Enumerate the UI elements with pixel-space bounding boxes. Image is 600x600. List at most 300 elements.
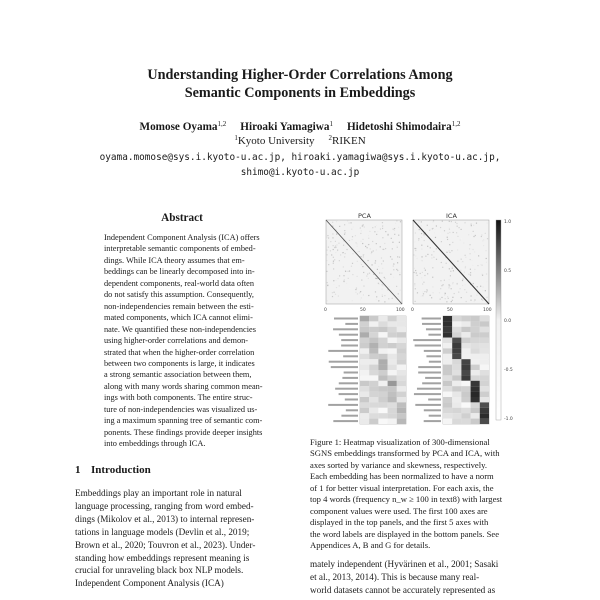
heatmap-cell bbox=[475, 235, 476, 236]
heatmap-cell bbox=[397, 270, 398, 271]
heatmap-cell bbox=[360, 291, 361, 292]
heatmap-cell bbox=[384, 278, 385, 279]
heatmap-cell bbox=[369, 375, 378, 380]
axis-tick: 50 bbox=[447, 308, 453, 313]
heatmap-cell bbox=[482, 300, 483, 301]
heatmap-cell bbox=[452, 300, 453, 301]
heatmap-cell bbox=[461, 259, 462, 260]
abstract-line: along with many words sharing common mean- bbox=[104, 381, 263, 391]
ica-label: ICA bbox=[446, 212, 457, 220]
heatmap-cell bbox=[443, 408, 452, 413]
heatmap-cell bbox=[451, 288, 452, 289]
heatmap-cell bbox=[392, 242, 393, 243]
heatmap-cell bbox=[466, 301, 467, 302]
heatmap-cell bbox=[443, 343, 452, 348]
body-text-line: language processing, ranging from word embed- bbox=[75, 500, 254, 511]
heatmap-cell bbox=[388, 338, 397, 343]
heatmap-cell bbox=[383, 249, 384, 250]
word-label-mark bbox=[418, 372, 441, 374]
heatmap-cell bbox=[452, 413, 461, 418]
heatmap-cell bbox=[333, 263, 334, 264]
heatmap-cell bbox=[449, 232, 450, 233]
heatmap-cell bbox=[460, 270, 461, 271]
heatmap-cell bbox=[363, 256, 364, 257]
heatmap-cell bbox=[471, 225, 472, 226]
heatmap-cell bbox=[369, 413, 378, 418]
heatmap-cell bbox=[384, 295, 385, 296]
heatmap-cell bbox=[461, 413, 470, 418]
heatmap-cell bbox=[462, 280, 463, 281]
heatmap-cell bbox=[426, 291, 427, 292]
heatmap-cell bbox=[360, 354, 369, 359]
heatmap-cell bbox=[462, 278, 463, 279]
heatmap-cell bbox=[415, 301, 416, 302]
word-label-mark bbox=[417, 388, 441, 390]
heatmap-cell bbox=[449, 221, 450, 222]
body-text-line: standing how embeddings represent meaning is bbox=[75, 552, 250, 563]
heatmap-cell bbox=[369, 359, 378, 364]
heatmap-cell bbox=[353, 226, 354, 227]
heatmap-cell bbox=[471, 365, 480, 370]
heatmap-cell bbox=[465, 255, 466, 256]
heatmap-cell bbox=[443, 354, 452, 359]
heatmap-cell bbox=[464, 289, 465, 290]
heatmap-cell bbox=[443, 402, 452, 407]
heatmap-cell bbox=[440, 233, 441, 234]
heatmap-cell bbox=[381, 248, 382, 249]
heatmap-cell bbox=[388, 343, 397, 348]
heatmap-cell bbox=[452, 419, 461, 424]
heatmap-cell bbox=[326, 271, 327, 272]
heatmap-cell bbox=[481, 234, 482, 235]
heatmap-cell bbox=[337, 278, 338, 279]
heatmap-cell bbox=[393, 264, 394, 265]
heatmap-cell bbox=[376, 299, 377, 300]
author-affil-sup: 1,2 bbox=[217, 120, 227, 128]
heatmap-cell bbox=[414, 268, 415, 269]
heatmap-cell bbox=[443, 338, 452, 343]
heatmap-cell bbox=[394, 228, 395, 229]
heatmap-cell bbox=[400, 221, 401, 222]
heatmap-cell bbox=[452, 283, 453, 284]
heatmap-cell bbox=[398, 296, 399, 297]
caption-line: component values were used. The first 100 axes are bbox=[310, 505, 488, 516]
heatmap-cell bbox=[461, 359, 470, 364]
body-text-line: Embeddings play an important role in natural bbox=[75, 488, 242, 498]
heatmap-cell bbox=[351, 229, 352, 230]
heatmap-cell bbox=[443, 316, 452, 321]
heatmap-cell bbox=[399, 274, 400, 275]
heatmap-cell bbox=[361, 264, 362, 265]
word-label-mark bbox=[422, 318, 441, 320]
heatmap-cell bbox=[397, 285, 398, 286]
word-label-mark bbox=[428, 399, 441, 401]
heatmap-cell bbox=[357, 293, 358, 294]
word-label-mark bbox=[339, 334, 358, 336]
heatmap-cell bbox=[336, 251, 337, 252]
heatmap-cell bbox=[456, 223, 457, 224]
heatmap-cell bbox=[415, 248, 416, 249]
word-label-mark bbox=[422, 323, 441, 325]
heatmap-cell bbox=[366, 247, 367, 248]
heatmap-cell bbox=[336, 247, 337, 248]
heatmap-cell bbox=[369, 386, 378, 391]
body-text-line: mately independent (Hyvärinen et al., 2001; Sasaki bbox=[310, 559, 499, 569]
heatmap-cell bbox=[380, 246, 381, 247]
heatmap-cell bbox=[359, 226, 360, 227]
heatmap-cell bbox=[356, 243, 357, 244]
heatmap-cell bbox=[445, 298, 446, 299]
heatmap-cell bbox=[397, 375, 406, 380]
heatmap-cell bbox=[335, 256, 336, 257]
word-label-mark bbox=[428, 334, 441, 336]
heatmap-cell bbox=[337, 250, 338, 251]
heatmap-cell bbox=[400, 290, 401, 291]
heatmap-cell bbox=[369, 392, 378, 397]
heatmap-cell bbox=[452, 316, 461, 321]
heatmap-cell bbox=[360, 241, 361, 242]
axis-tick: 100 bbox=[396, 308, 405, 313]
heatmap-cell bbox=[369, 343, 378, 348]
heatmap-cell bbox=[395, 223, 396, 224]
heatmap-cell bbox=[397, 365, 406, 370]
heatmap-cell bbox=[397, 332, 406, 337]
heatmap-cell bbox=[388, 321, 397, 326]
heatmap-cell bbox=[360, 321, 369, 326]
heatmap-cell bbox=[372, 241, 373, 242]
heatmap-cell bbox=[360, 338, 369, 343]
heatmap-cell bbox=[381, 273, 382, 274]
heatmap-cell bbox=[352, 239, 353, 240]
heatmap-cell bbox=[346, 249, 347, 250]
heatmap-cell bbox=[375, 291, 376, 292]
heatmap-cell bbox=[326, 260, 327, 261]
heatmap-cell bbox=[432, 222, 433, 223]
heatmap-cell bbox=[471, 408, 480, 413]
word-label-mark bbox=[415, 345, 441, 347]
heatmap-cell bbox=[394, 234, 395, 235]
heatmap-cell bbox=[480, 408, 489, 413]
heatmap-cell bbox=[470, 269, 471, 270]
heatmap-cell bbox=[445, 293, 446, 294]
heatmap-cell bbox=[414, 285, 415, 286]
heatmap-cell bbox=[393, 269, 394, 270]
heatmap-cell bbox=[327, 250, 328, 251]
heatmap-cell bbox=[425, 270, 426, 271]
heatmap-cell bbox=[448, 250, 449, 251]
heatmap-cell bbox=[380, 268, 381, 269]
heatmap-cell bbox=[442, 267, 443, 268]
heatmap-cell bbox=[334, 259, 335, 260]
heatmap-cell bbox=[427, 254, 428, 255]
word-label-mark bbox=[426, 355, 441, 357]
heatmap-cell bbox=[443, 392, 452, 397]
heatmap-cell bbox=[359, 227, 360, 228]
heatmap-cell bbox=[469, 253, 470, 254]
caption-line: Each embedding has been normalized to have a norm bbox=[310, 471, 494, 482]
heatmap-cell bbox=[451, 301, 452, 302]
heatmap-cell bbox=[344, 279, 345, 280]
heatmap-cell bbox=[441, 262, 442, 263]
heatmap-cell bbox=[388, 327, 397, 332]
abstract-line: using higher-order correlations and demon- bbox=[104, 336, 249, 346]
word-label-mark bbox=[342, 377, 358, 379]
heatmap-cell bbox=[345, 271, 346, 272]
heatmap-cell bbox=[485, 250, 486, 251]
heatmap-cell bbox=[442, 221, 443, 222]
heatmap-cell bbox=[388, 392, 397, 397]
heatmap-cell bbox=[452, 359, 461, 364]
body-text-line: crucial for unraveling black box NLP models. bbox=[75, 565, 244, 576]
author-name: Hiroaki Yamagiwa bbox=[240, 121, 330, 133]
heatmap-cell bbox=[452, 370, 461, 375]
heatmap-cell bbox=[434, 229, 435, 230]
heatmap-cell bbox=[346, 283, 347, 284]
heatmap-cell bbox=[388, 408, 397, 413]
heatmap-cell bbox=[369, 402, 378, 407]
heatmap-cell bbox=[343, 252, 344, 253]
heatmap-cell bbox=[486, 281, 487, 282]
heatmap-cell bbox=[378, 397, 387, 402]
heatmap-cell bbox=[378, 413, 387, 418]
word-label-mark bbox=[339, 382, 358, 384]
word-label-mark bbox=[333, 420, 358, 422]
heatmap-cell bbox=[457, 283, 458, 284]
heatmap-cell bbox=[369, 327, 378, 332]
heatmap-cell bbox=[476, 223, 477, 224]
heatmap-cell bbox=[451, 221, 452, 222]
heatmap-cell bbox=[446, 263, 447, 264]
abstract-line: dependent components, real-world data often bbox=[104, 278, 254, 288]
heatmap-cell bbox=[443, 348, 452, 353]
heatmap-cell bbox=[480, 397, 489, 402]
heatmap-cell bbox=[486, 258, 487, 259]
heatmap-cell bbox=[461, 297, 462, 298]
heatmap-cell bbox=[368, 238, 369, 239]
heatmap-cell bbox=[471, 359, 480, 364]
heatmap-cell bbox=[442, 284, 443, 285]
heatmap-cell bbox=[333, 257, 334, 258]
heatmap-cell bbox=[369, 338, 378, 343]
heatmap-cell bbox=[382, 268, 383, 269]
heatmap-cell bbox=[336, 287, 337, 288]
heatmap-cell bbox=[461, 316, 470, 321]
heatmap-cell bbox=[457, 226, 458, 227]
heatmap-cell bbox=[335, 280, 336, 281]
heatmap-cell bbox=[482, 286, 483, 287]
heatmap-cell bbox=[377, 231, 378, 232]
heatmap-cell bbox=[422, 283, 423, 284]
heatmap-cell bbox=[462, 285, 463, 286]
heatmap-cell bbox=[330, 250, 331, 251]
heatmap-cell bbox=[452, 365, 461, 370]
heatmap-cell bbox=[465, 266, 466, 267]
heatmap-cell bbox=[461, 375, 470, 380]
word-label-mark bbox=[414, 393, 441, 395]
heatmap-cell bbox=[441, 297, 442, 298]
heatmap-cell bbox=[343, 281, 344, 282]
heatmap-cell bbox=[339, 260, 340, 261]
heatmap-cell bbox=[452, 397, 461, 402]
heatmap-cell bbox=[332, 237, 333, 238]
heatmap-cell bbox=[343, 275, 344, 276]
heatmap-cell bbox=[361, 297, 362, 298]
heatmap-cell bbox=[423, 233, 424, 234]
section-number: 1 bbox=[75, 464, 81, 476]
heatmap-cell bbox=[477, 265, 478, 266]
heatmap-cell bbox=[443, 359, 452, 364]
heatmap-cell bbox=[378, 392, 387, 397]
word-label-mark bbox=[424, 420, 441, 422]
heatmap-cell bbox=[326, 239, 327, 240]
heatmap-cell bbox=[482, 240, 483, 241]
heatmap-cell bbox=[427, 278, 428, 279]
heatmap-cell bbox=[422, 272, 423, 273]
heatmap-cell bbox=[378, 408, 387, 413]
heatmap-cell bbox=[352, 236, 353, 237]
heatmap-cell bbox=[357, 246, 358, 247]
heatmap-cell bbox=[480, 354, 489, 359]
heatmap-cell bbox=[480, 338, 489, 343]
heatmap-cell bbox=[427, 273, 428, 274]
heatmap-cell bbox=[432, 277, 433, 278]
heatmap-cell bbox=[355, 235, 356, 236]
heatmap-cell bbox=[471, 248, 472, 249]
heatmap-cell bbox=[414, 241, 415, 242]
email-line-1: oyama.momose@sys.i.kyoto-u.ac.jp, hiroaki.yamagiwa@sys.i.kyoto-u.ac.jp, bbox=[99, 152, 501, 163]
heatmap-cell bbox=[330, 241, 331, 242]
heatmap-cell bbox=[457, 261, 458, 262]
heatmap-cell bbox=[393, 229, 394, 230]
heatmap-cell bbox=[327, 254, 328, 255]
heatmap-cell bbox=[427, 225, 428, 226]
heatmap-cell bbox=[382, 288, 383, 289]
heatmap-cell bbox=[343, 266, 344, 267]
heatmap-cell bbox=[461, 238, 462, 239]
heatmap-cell bbox=[480, 327, 489, 332]
heatmap-cell bbox=[482, 251, 483, 252]
heatmap-cell bbox=[462, 262, 463, 263]
heatmap-cell bbox=[360, 402, 369, 407]
heatmap-cell bbox=[483, 245, 484, 246]
heatmap-cell bbox=[452, 242, 453, 243]
heatmap-cell bbox=[464, 272, 465, 273]
heatmap-cell bbox=[443, 375, 452, 380]
heatmap-cell bbox=[452, 348, 461, 353]
heatmap-cell bbox=[473, 266, 474, 267]
heatmap-cell bbox=[421, 221, 422, 222]
heatmap-cell bbox=[433, 257, 434, 258]
heatmap-cell bbox=[356, 288, 357, 289]
heatmap-cell bbox=[388, 370, 397, 375]
heatmap-cell bbox=[378, 338, 387, 343]
heatmap-cell bbox=[397, 321, 406, 326]
heatmap-cell bbox=[474, 271, 475, 272]
heatmap-cell bbox=[478, 255, 479, 256]
word-label-mark bbox=[331, 366, 358, 368]
heatmap-cell bbox=[452, 381, 461, 386]
heatmap-cell bbox=[463, 242, 464, 243]
heatmap-cell bbox=[485, 233, 486, 234]
heatmap-cell bbox=[432, 286, 433, 287]
heatmap-cell bbox=[397, 370, 406, 375]
heatmap-cell bbox=[470, 272, 471, 273]
heatmap-cell bbox=[443, 419, 452, 424]
heatmap-cell bbox=[335, 294, 336, 295]
heatmap-cell bbox=[460, 239, 461, 240]
heatmap-cell bbox=[421, 237, 422, 238]
right-column-body bbox=[310, 558, 530, 597]
heatmap-cell bbox=[480, 321, 489, 326]
heatmap-cell bbox=[382, 222, 383, 223]
heatmap-cell bbox=[424, 268, 425, 269]
heatmap-cell bbox=[347, 220, 348, 221]
author-list bbox=[0, 120, 600, 134]
heatmap-cell bbox=[397, 327, 406, 332]
heatmap-cell bbox=[474, 251, 475, 252]
heatmap-cell bbox=[360, 370, 369, 375]
heatmap-cell bbox=[474, 269, 475, 270]
heatmap-cell bbox=[360, 327, 369, 332]
heatmap-cell bbox=[486, 273, 487, 274]
heatmap-cell bbox=[376, 243, 377, 244]
heatmap-cell bbox=[369, 348, 378, 353]
author-affil-sup: 1 bbox=[329, 120, 333, 128]
heatmap-cell bbox=[483, 239, 484, 240]
heatmap-cell bbox=[469, 244, 470, 245]
colorbar-tick: 0.5 bbox=[504, 269, 512, 274]
heatmap-cell bbox=[471, 370, 480, 375]
heatmap-cell bbox=[345, 253, 346, 254]
heatmap-cell bbox=[415, 250, 416, 251]
word-label-mark bbox=[415, 404, 441, 406]
heatmap-cell bbox=[480, 402, 489, 407]
heatmap-cell bbox=[461, 348, 470, 353]
abstract-line: beddings can be linearly decomposed into in- bbox=[104, 267, 255, 277]
caption-line: axes sorted by variance and skewness, respectively. bbox=[310, 459, 487, 470]
heatmap-cell bbox=[452, 327, 461, 332]
heatmap-cell bbox=[461, 381, 470, 386]
heatmap-cell bbox=[363, 294, 364, 295]
heatmap-cell bbox=[384, 301, 385, 302]
heatmap-cell bbox=[421, 248, 422, 249]
heatmap-cell bbox=[388, 316, 397, 321]
heatmap-cell bbox=[344, 230, 345, 231]
heatmap-cell bbox=[449, 285, 450, 286]
heatmap-cell bbox=[362, 225, 363, 226]
heatmap-cell bbox=[333, 261, 334, 262]
heatmap-cell bbox=[355, 242, 356, 243]
heatmap-cell bbox=[388, 402, 397, 407]
heatmap-cell bbox=[481, 236, 482, 237]
heatmap-cell bbox=[447, 239, 448, 240]
heatmap-cell bbox=[471, 237, 472, 238]
heatmap-cell bbox=[430, 247, 431, 248]
heatmap-cell bbox=[369, 321, 378, 326]
heatmap-cell bbox=[452, 408, 461, 413]
abstract-line: dings. While ICA theory assumes that em- bbox=[104, 255, 245, 265]
heatmap-cell bbox=[396, 286, 397, 287]
heatmap-cell bbox=[376, 249, 377, 250]
heatmap-cell bbox=[486, 262, 487, 263]
heatmap-cell bbox=[432, 292, 433, 293]
heatmap-cell bbox=[360, 299, 361, 300]
heatmap-cell bbox=[424, 240, 425, 241]
heatmap-cell bbox=[434, 297, 435, 298]
heatmap-cell bbox=[397, 381, 406, 386]
heatmap-cell bbox=[461, 332, 470, 337]
colorbar-tick: 0.0 bbox=[504, 319, 512, 324]
